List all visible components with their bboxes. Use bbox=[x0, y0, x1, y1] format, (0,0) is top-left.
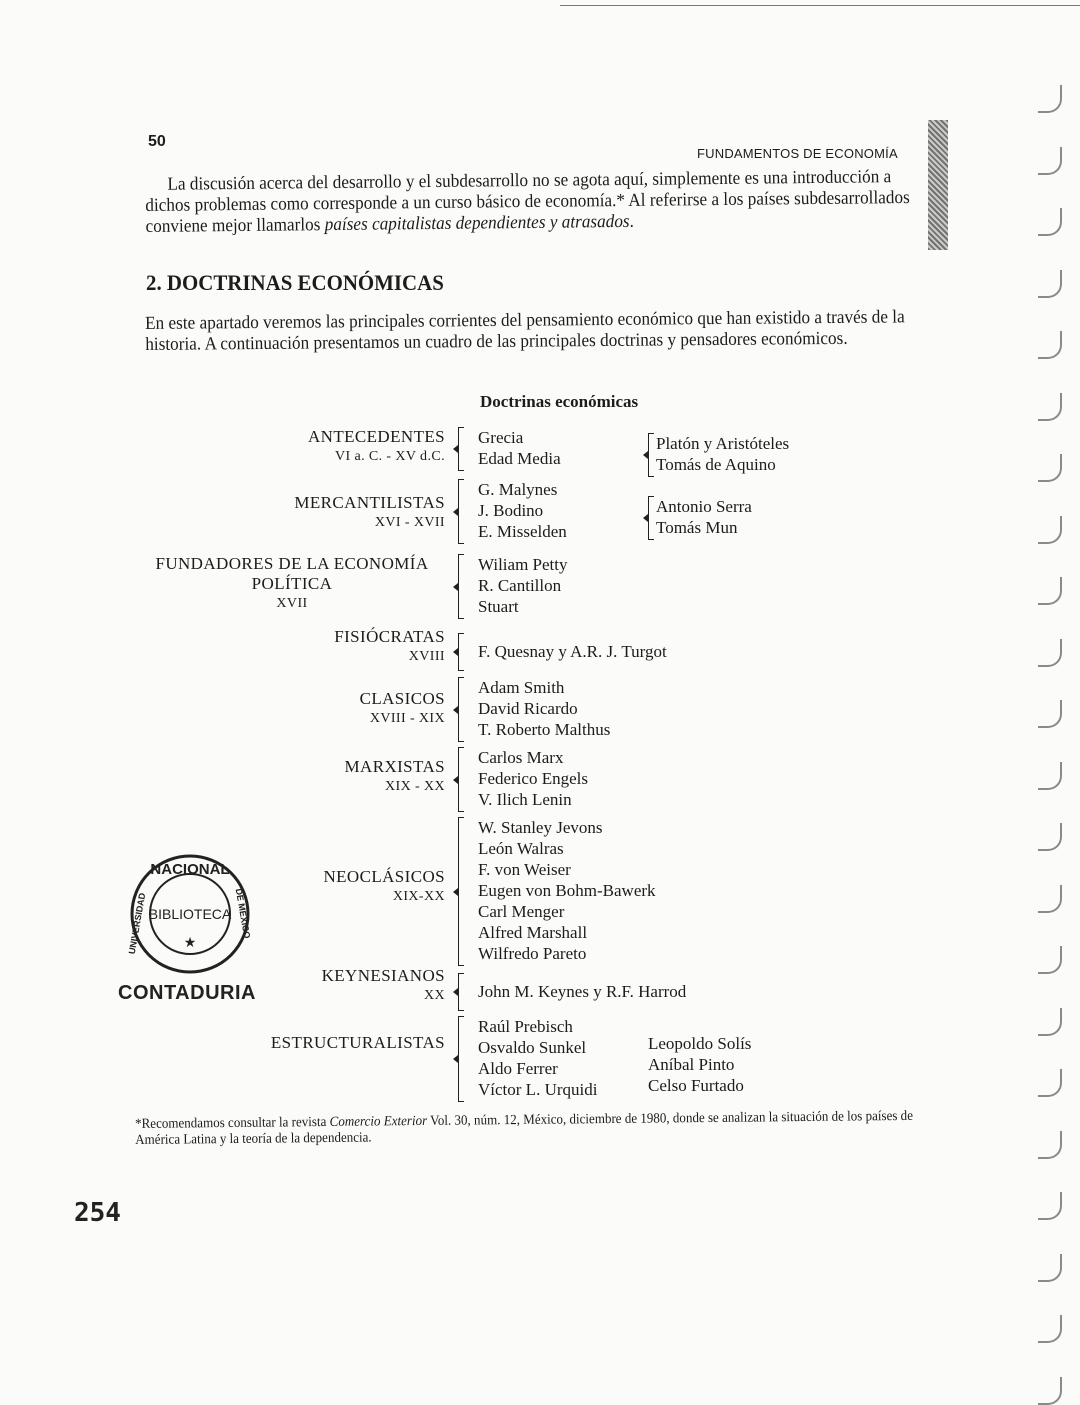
doctrine-period: XIX-XX bbox=[392, 889, 445, 904]
stamp-center-text: BIBLIOTECA bbox=[148, 906, 232, 922]
doctrine-label bbox=[308, 427, 445, 467]
binding-ring bbox=[1038, 1315, 1062, 1343]
stamp-top-text: NACIONAL bbox=[150, 861, 230, 878]
stamp-right-text: DE MEXICO bbox=[233, 887, 253, 940]
bracket bbox=[458, 427, 464, 471]
author-name: Carl Menger bbox=[478, 902, 565, 921]
doctrine-name: ESTRUCTURALISTAS bbox=[270, 1033, 445, 1052]
binding-ring bbox=[1038, 823, 1062, 851]
author-name: T. Roberto Malthus bbox=[478, 720, 611, 739]
binding-ring bbox=[1038, 1377, 1062, 1405]
author-name: F. Quesnay y A.R. J. Turgot bbox=[478, 642, 667, 661]
author-name: W. Stanley Jevons bbox=[478, 818, 603, 837]
binding-ring bbox=[1038, 1254, 1062, 1282]
author-name: Eugen von Bohm-Bawerk bbox=[478, 881, 656, 900]
doctrine-name: FISIÓCRATAS bbox=[334, 627, 445, 646]
page-number: 50 bbox=[148, 133, 166, 150]
doctrine-label bbox=[334, 627, 445, 667]
author-name: F. von Weiser bbox=[478, 860, 571, 879]
doctrine-period: VI a. C. - XV d.C. bbox=[335, 449, 445, 464]
author-name: Stuart bbox=[478, 597, 519, 616]
doctrine-name: CLASICOS bbox=[359, 689, 445, 708]
bracket bbox=[648, 433, 654, 477]
author-name: Federico Engels bbox=[478, 769, 588, 788]
thinker-name: Aníbal Pinto bbox=[648, 1055, 735, 1074]
doctrine-period: XVIII bbox=[408, 649, 445, 664]
author-name: G. Malynes bbox=[478, 480, 558, 499]
author-name: Carlos Marx bbox=[478, 748, 564, 767]
binding-ring bbox=[1038, 577, 1062, 605]
doctrine-period: XVII bbox=[276, 596, 308, 611]
thinker-name: Tomás de Aquino bbox=[656, 455, 776, 474]
bracket bbox=[458, 1016, 464, 1102]
thinker-name: Platón y Aristóteles bbox=[656, 434, 790, 453]
author-name: Edad Media bbox=[478, 449, 561, 468]
doctrine-label bbox=[322, 966, 445, 1006]
author-name: J. Bodino bbox=[478, 501, 544, 520]
author-name: Víctor L. Urquidi bbox=[478, 1080, 598, 1099]
library-stamp bbox=[118, 852, 258, 982]
section-heading: 2. DOCTRINAS ECONÓMICAS bbox=[146, 270, 444, 295]
svg-text:★: ★ bbox=[183, 936, 197, 951]
intro-paragraph: La discusión acerca del desarrollo y el subdesarrollo no se agota aquí, simplemente es una introducción a dichos problemas como corresponde a un curso básico de economía.* Al referirse a los países subdesarrollados conviene mejor llamarlos países capitalistas dependientes y atrasados. bbox=[145, 167, 910, 237]
bracket bbox=[458, 633, 464, 671]
author-name: V. Ilich Lenin bbox=[478, 790, 572, 809]
doctrine-period: XVIII - XIX bbox=[369, 711, 445, 726]
author-name: Osvaldo Sunkel bbox=[478, 1038, 587, 1057]
author-name: John M. Keynes y R.F. Harrod bbox=[478, 982, 687, 1001]
bracket bbox=[458, 747, 464, 812]
top-rule bbox=[560, 5, 1080, 6]
bracket bbox=[458, 973, 464, 1011]
author-name: Aldo Ferrer bbox=[478, 1059, 558, 1078]
author-name: Adam Smith bbox=[478, 678, 565, 697]
doctrine-name: FUNDADORES DE LA ECONOMÍA bbox=[155, 554, 429, 573]
author-name: David Ricardo bbox=[478, 699, 578, 718]
binding-ring bbox=[1038, 1192, 1062, 1220]
doctrine-period: XIX - XX bbox=[385, 779, 445, 794]
stamp-left-text: UNIVERSIDAD bbox=[126, 892, 148, 955]
thinker-name: Antonio Serra bbox=[656, 497, 752, 516]
binding-ring bbox=[1038, 208, 1062, 236]
doctrine-label bbox=[271, 1033, 445, 1053]
author-name: Wilfredo Pareto bbox=[478, 944, 587, 963]
binding-ring bbox=[1038, 1131, 1062, 1159]
bracket bbox=[458, 817, 464, 966]
author-name: León Walras bbox=[478, 839, 564, 858]
binding-ring bbox=[1038, 946, 1062, 974]
thinker-name: Tomás Mun bbox=[656, 518, 738, 537]
doctrine-name: KEYNESIANOS bbox=[321, 966, 445, 985]
binding-ring bbox=[1038, 454, 1062, 482]
scan-edge-shadow bbox=[928, 120, 948, 250]
thinker-name: Leopoldo Solís bbox=[648, 1034, 752, 1053]
binding-ring bbox=[1038, 85, 1062, 113]
section-paragraph: En este apartado veremos las principales corrientes del pensamiento económico que han existido a través de la historia. A continuación presentamos un cuadro de las principales doctrinas y pensadores económicos. bbox=[145, 307, 905, 355]
binding-ring bbox=[1038, 885, 1062, 913]
thinker-name: Celso Furtado bbox=[648, 1076, 744, 1095]
bracket bbox=[458, 677, 464, 742]
footnote: *Recomendamos consultar la revista Comercio Exterior Vol. 30, núm. 12, México, diciembre de 1980, donde se analizan la situación de los países de América Latina y la teoría de la dependencia. bbox=[135, 1108, 914, 1148]
doctrine-name: NEOCLÁSICOS bbox=[323, 867, 445, 886]
binding-ring bbox=[1038, 516, 1062, 544]
binding-ring bbox=[1038, 1069, 1062, 1097]
binding-ring bbox=[1038, 1008, 1062, 1036]
handwritten-number: 254 bbox=[74, 1198, 121, 1228]
author-name: Grecia bbox=[478, 428, 524, 447]
binding-ring bbox=[1038, 393, 1062, 421]
stamp-caption: CONTADURIA bbox=[118, 982, 256, 1004]
doctrine-label bbox=[345, 757, 445, 797]
running-head: FUNDAMENTOS DE ECONOMÍA bbox=[697, 146, 898, 161]
bracket bbox=[458, 554, 464, 619]
bracket bbox=[458, 479, 464, 544]
doctrine-name: MARXISTAS bbox=[344, 757, 445, 776]
doctrine-label bbox=[360, 689, 445, 729]
doctrine-label bbox=[323, 867, 445, 907]
doctrine-period: XX bbox=[423, 988, 445, 1003]
author-name: Raúl Prebisch bbox=[478, 1017, 573, 1036]
binding-ring bbox=[1038, 700, 1062, 728]
doctrine-name: MERCANTILISTAS bbox=[294, 493, 445, 512]
table-title: Doctrinas económicas bbox=[480, 392, 639, 411]
doctrine-name: ANTECEDENTES bbox=[307, 427, 445, 446]
author-name: R. Cantillon bbox=[478, 576, 562, 595]
doctrine-name: POLÍTICA bbox=[251, 574, 333, 593]
binding-ring bbox=[1038, 270, 1062, 298]
author-name: Alfred Marshall bbox=[478, 923, 588, 942]
binding-ring bbox=[1038, 762, 1062, 790]
binding-ring bbox=[1038, 639, 1062, 667]
doctrine-label bbox=[142, 554, 442, 614]
binding-ring bbox=[1038, 331, 1062, 359]
bracket bbox=[648, 496, 654, 540]
doctrine-period: XVI - XVII bbox=[374, 515, 445, 530]
author-name: E. Misselden bbox=[478, 522, 567, 541]
doctrine-label bbox=[294, 493, 445, 533]
binding-ring bbox=[1038, 147, 1062, 175]
author-name: Wiliam Petty bbox=[478, 555, 568, 574]
